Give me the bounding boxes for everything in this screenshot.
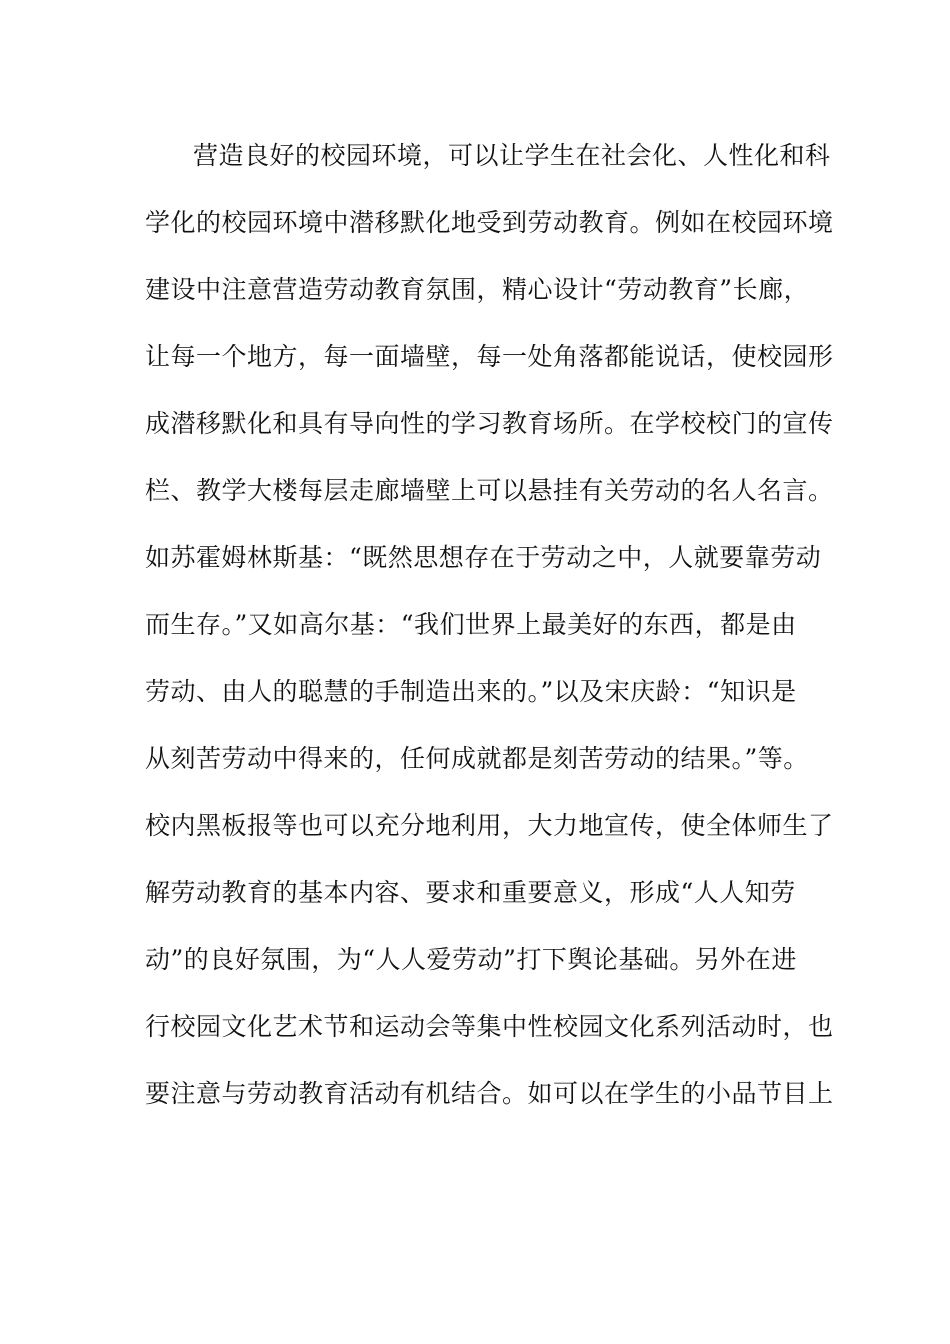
body-paragraph xyxy=(145,130,834,1135)
text-line-11: 校内黑板报等也可以充分地利用，大力地宣传，使全体师生了 xyxy=(145,811,834,840)
text-line-5: 成潜移默化和具有导向性的学习教育场所。在学校校门的宣传 xyxy=(145,409,834,438)
text-line-8: 而生存。”又如高尔基：“我们世界上最美好的东西，都是由 xyxy=(145,610,797,639)
text-line-12: 解劳动教育的基本内容、要求和重要意义，形成“人人知劳 xyxy=(145,878,796,907)
text-line-10: 从刻苦劳动中得来的，任何成就都是刻苦劳动的结果。”等。 xyxy=(145,744,809,773)
text-line-3: 建设中注意营造劳动教育氛围，精心设计“劳动教育”长廊， xyxy=(145,275,810,304)
text-line-2: 学化的校园环境中潜移默化地受到劳动教育。例如在校园环境 xyxy=(145,208,834,237)
text-line-7: 如苏霍姆林斯基：“既然思想存在于劳动之中，人就要靠劳动 xyxy=(145,543,822,572)
text-line-15: 要注意与劳动教育活动有机结合。如可以在学生的小品节目上 xyxy=(145,1079,834,1108)
text-line-13: 动”的良好氛围，为“人人爱劳动”打下舆论基础。另外在进 xyxy=(145,945,797,974)
text-line-9: 劳动、由人的聪慧的手制造出来的。”以及宋庆龄：“知识是 xyxy=(145,677,797,706)
text-line-4: 让每一个地方，每一面墙壁，每一处角落都能说话，使校园形 xyxy=(145,342,834,371)
text-line-6: 栏、教学大楼每层走廊墙壁上可以悬挂有关劳动的名人名言。 xyxy=(145,476,834,505)
text-line-1: 营造良好的校园环境，可以让学生在社会化、人性化和科 xyxy=(193,141,831,170)
text-line-14: 行校园文化艺术节和运动会等集中性校园文化系列活动时，也 xyxy=(145,1012,834,1041)
